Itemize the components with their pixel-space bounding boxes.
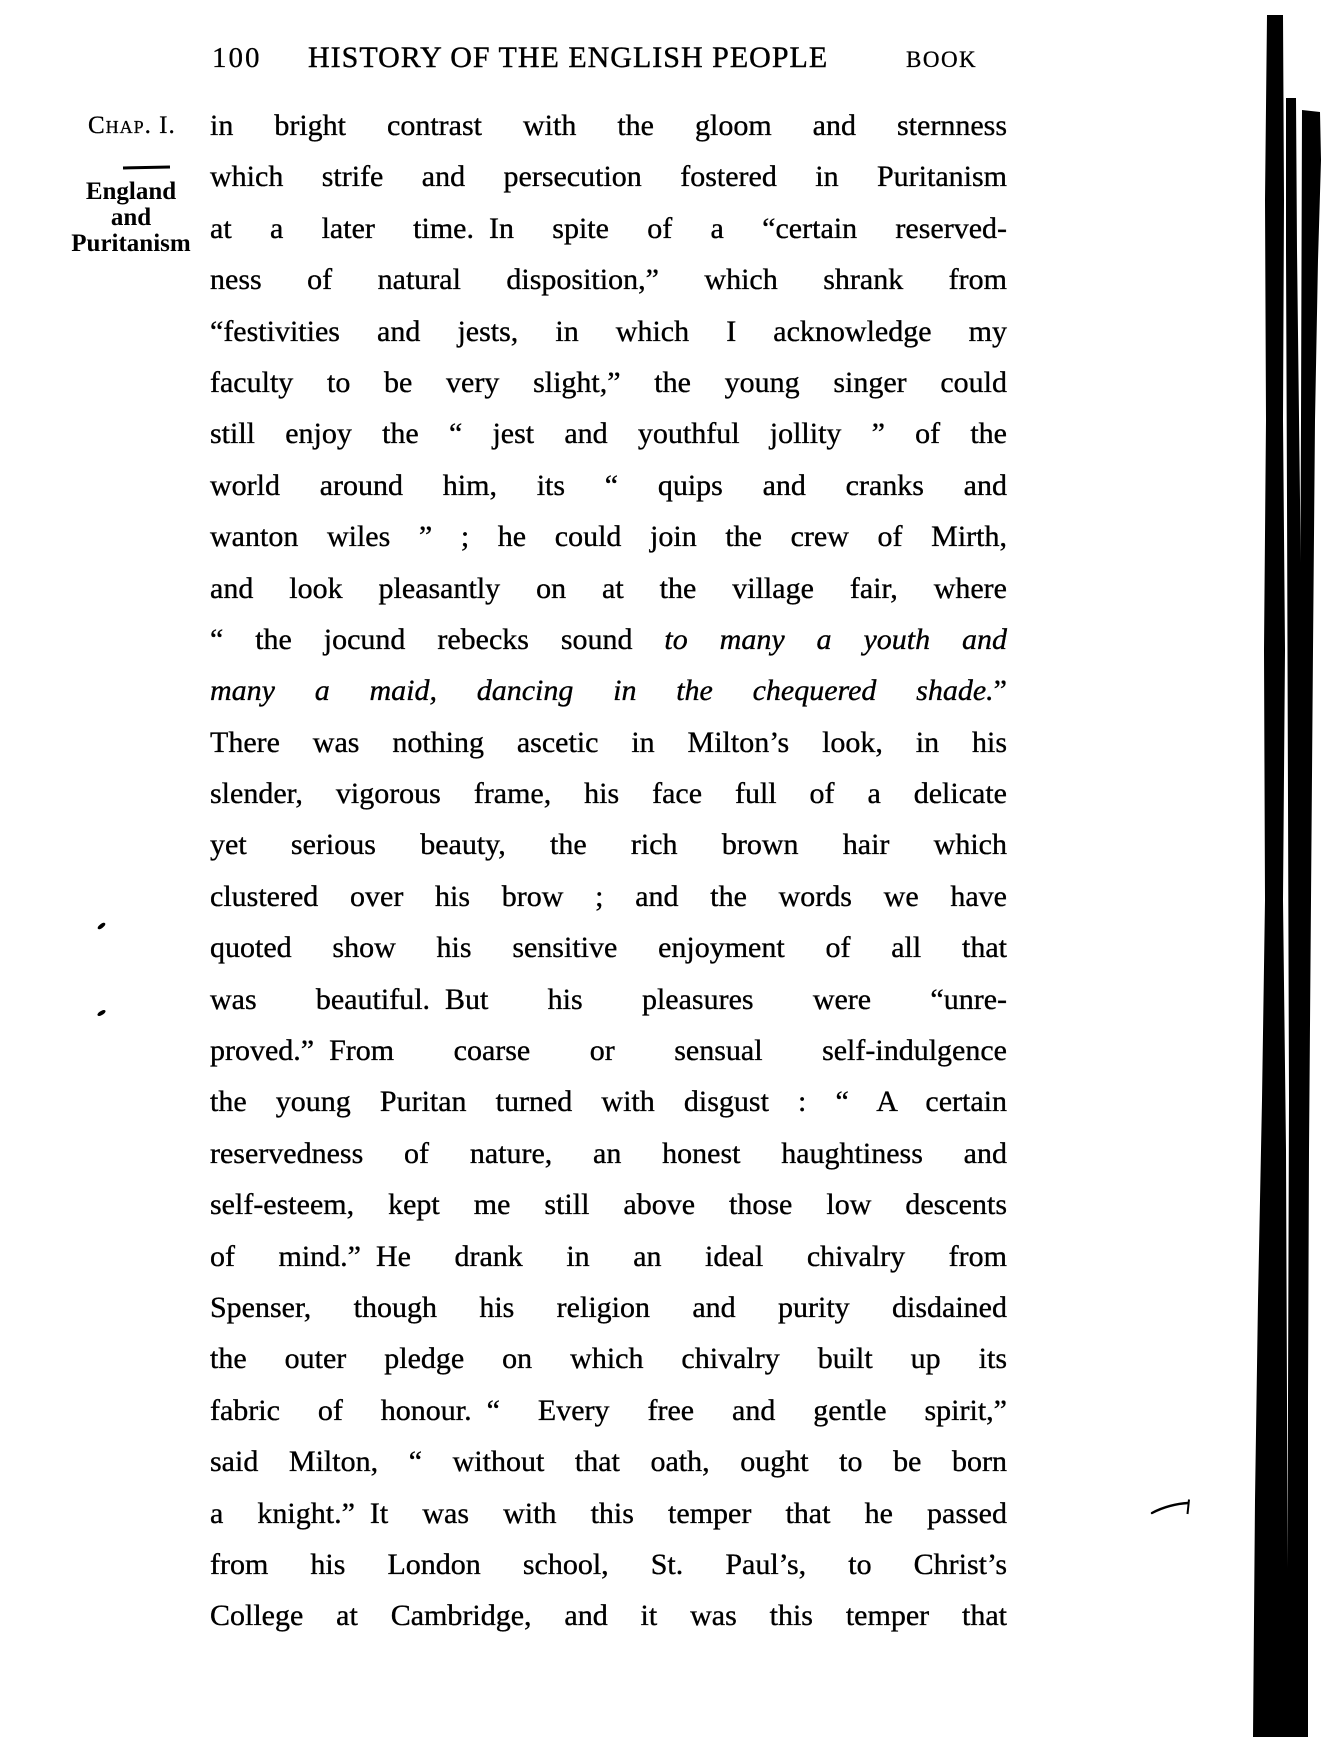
page-number: 100 [212,42,262,74]
text-segment: There was nothing ascetic in Milton’s look, in his [210,725,1007,759]
text-line [210,1076,1007,1127]
text-line [210,717,1007,768]
book-label: BOOK [906,47,978,72]
text-line [210,563,1007,614]
text-line [210,1025,1007,1076]
topic-line: England [85,178,177,205]
text-segment: in bright contrast with the gloom and sternness [210,109,1007,142]
text-segment: yet serious beauty, the rich brown hair which [210,828,1007,862]
text-line [210,1179,1007,1230]
gutter-shadow [1245,0,1322,1737]
text-line [210,357,1007,408]
text-segment: faculty to be very slight,” the young singer could [210,365,1007,399]
text-segment: ness of natural disposition,” which shrank from [210,263,1007,297]
text-segment: proved.” From coarse or sensual self-indulgence [210,1034,1007,1068]
text-segment: self-esteem, kept me still above those low descents [210,1188,1007,1222]
text-line [210,1539,1007,1590]
gutter-stripe [1253,15,1287,1737]
text-segment: “ the jocund rebecks sound [210,622,665,656]
topic-line: and [110,204,152,231]
text-segment: “festivities and jests, in which I acknowledge my [210,314,1007,348]
text-segment: reservedness of nature, an honest haughtiness and [210,1136,1007,1170]
pen-stroke [1150,1496,1198,1522]
verse-quote-segment: to many a youth and [664,622,1007,656]
text-segment: was beautiful. But his pleasures were “unre- [210,982,1007,1016]
text-line [210,819,1007,870]
text-line [210,1590,1007,1641]
text-segment: world around him, its “ quips and cranks and [210,468,1007,502]
text-segment: ” [993,674,1007,708]
text-line [210,408,1007,459]
text-segment: said Milton, “ without that oath, ought to be born [210,1445,1007,1479]
text-segment: slender, vigorous frame, his face full of a delicate [210,777,1007,811]
verse-quote-segment: many a maid, dancing in the chequered shade. [210,674,994,708]
text-line [210,511,1007,562]
text-line [210,871,1007,922]
chapter-note: Chap. I. [88,112,176,139]
text-line [210,1128,1007,1179]
ink-speck [97,1009,107,1017]
text-line [210,203,1007,254]
text-segment: quoted show his sensitive enjoyment of all that [210,931,1007,965]
text-line [210,1436,1007,1487]
text-segment: Spenser, though his religion and purity disdained [210,1290,1007,1324]
text-segment: which strife and persecution fostered in Puritanism [210,160,1007,194]
text-line [210,254,1007,305]
text-segment: still enjoy the “ jest and youthful jollity ” of the [210,417,1007,451]
text-segment: a knight.” It was with this temper that he passed [210,1496,1007,1530]
text-segment: at a later time. In spite of a “certain reserved- [210,211,1007,245]
text-line [210,306,1007,357]
topic-line: Puritanism [71,230,191,257]
text-line [210,614,1007,665]
text-segment: and look pleasantly on at the village fair, where [210,571,1007,605]
text-line [210,768,1007,819]
ink-speck [97,922,107,931]
text-line [210,922,1007,973]
text-segment: from his London school, St. Paul’s, to Christ’s [210,1547,1007,1581]
text-line [210,974,1007,1025]
text-line [210,151,1007,202]
text-segment: clustered over his brow ; and the words we have [210,879,1007,913]
text-segment: fabric of honour. “ Every free and gentle spirit,” [210,1393,1007,1427]
text-segment: College at Cambridge, and it was this temper that [210,1599,1007,1633]
text-line [210,1333,1007,1384]
topic-note [55,179,207,257]
text-line [210,100,1007,151]
text-segment: of mind.” He drank in an ideal chivalry from [210,1239,1007,1273]
text-segment: the outer pledge on which chivalry built up its [210,1342,1007,1376]
chapter-rule [123,166,170,170]
text-line [210,460,1007,511]
running-title: HISTORY OF THE ENGLISH PEOPLE [308,41,829,74]
text-line [210,1385,1007,1436]
text-segment: the young Puritan turned with disgust : “ A certain [210,1085,1007,1119]
text-line [210,1282,1007,1333]
text-line [210,665,1007,716]
text-line [210,1488,1007,1539]
text-segment: wanton wiles ” ; he could join the crew of Mirth, [210,520,1007,554]
body-text [210,100,1007,1642]
text-line [210,1231,1007,1282]
